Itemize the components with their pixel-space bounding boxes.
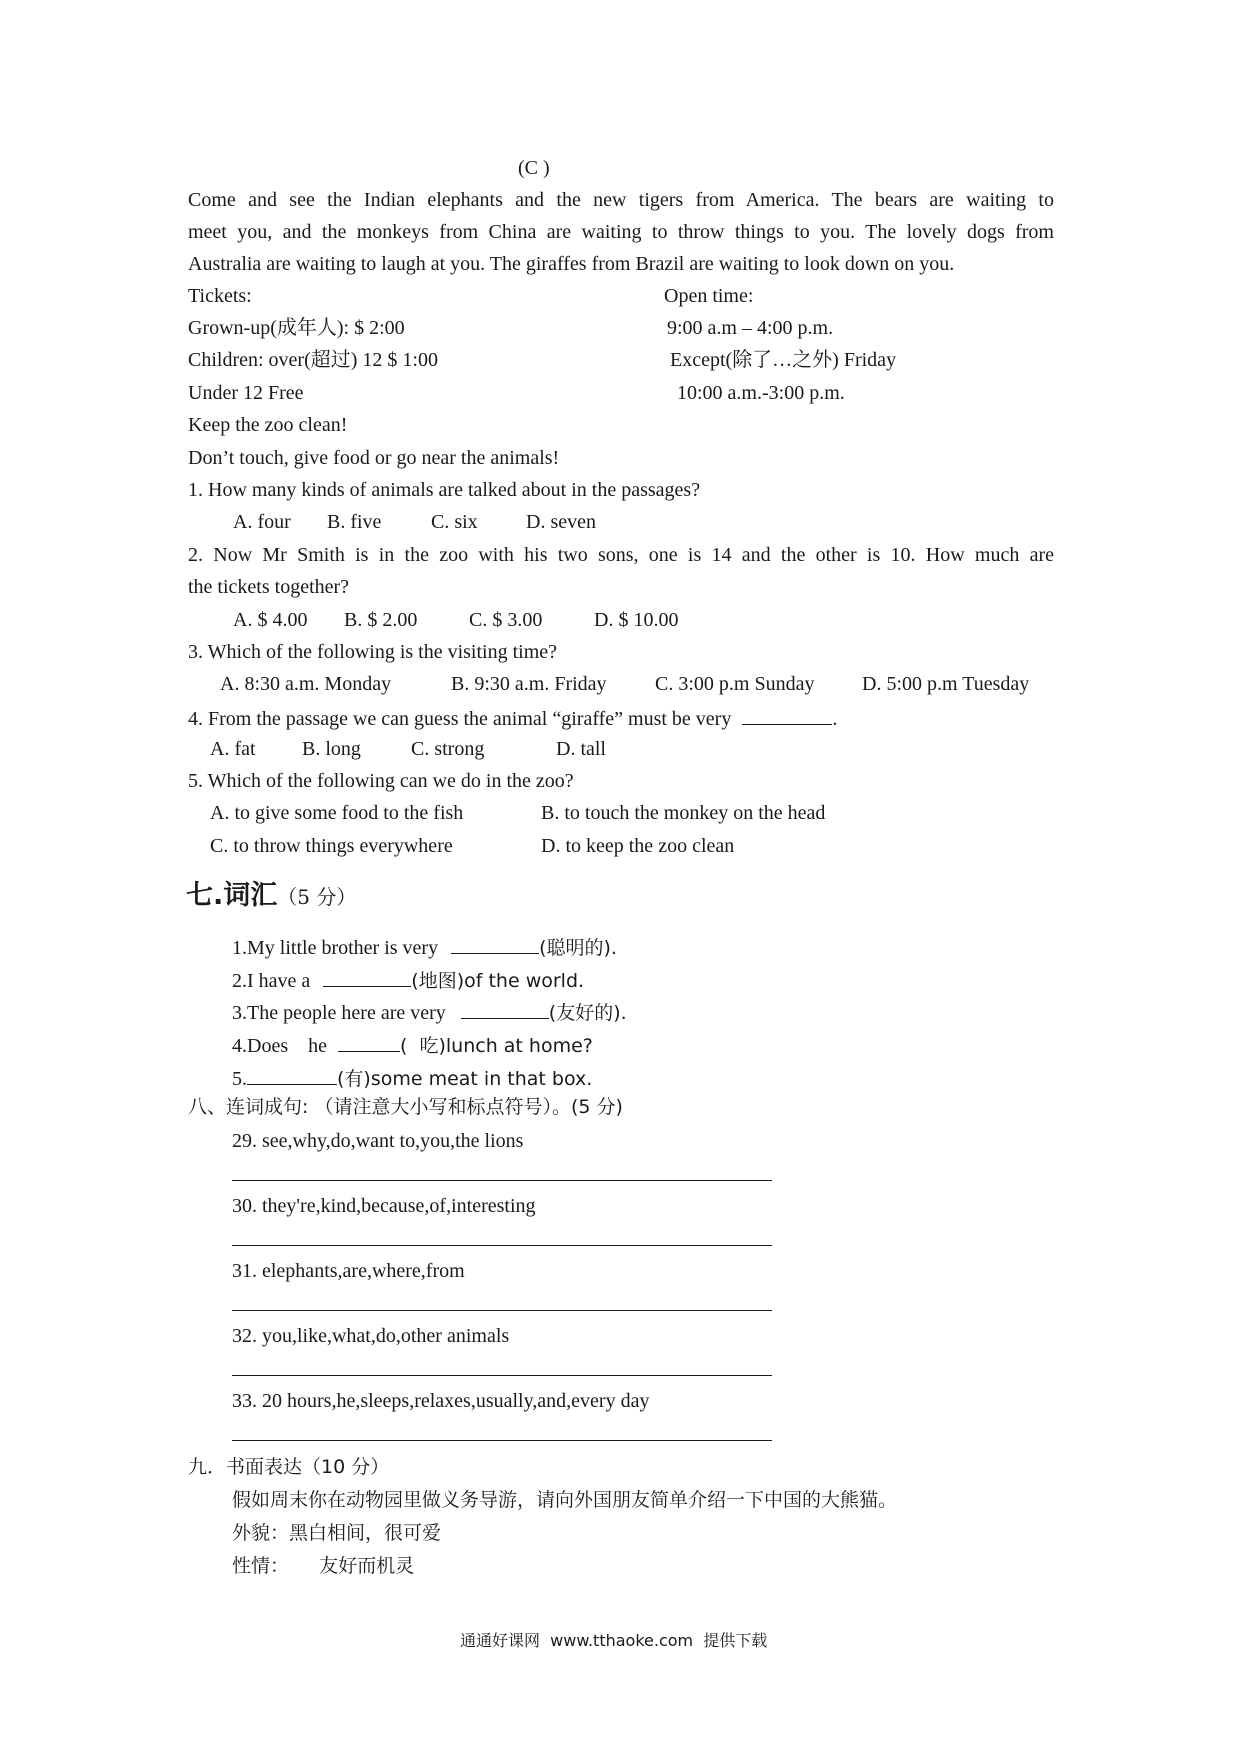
sentence-item: 29. see,why,do,want to,you,the lions bbox=[232, 1130, 524, 1152]
option: A. to give some food to the fish bbox=[210, 802, 464, 824]
sentence-item: 30. they're,kind,because,of,interesting bbox=[232, 1195, 536, 1217]
writing-hint: 外貌：黑白相间，很可爱 bbox=[232, 1522, 442, 1544]
option: B. 9:30 a.m. Friday bbox=[451, 673, 607, 695]
ticket-price: Grown-up(成年人): $ 2:00 bbox=[188, 317, 405, 339]
open-time: Except(除了…之外) Friday bbox=[670, 349, 897, 371]
open-time: 9:00 a.m – 4:00 p.m. bbox=[667, 317, 834, 339]
vocab-hint: ( 吃)lunch at home? bbox=[399, 1035, 593, 1057]
option: C. $ 3.00 bbox=[469, 609, 543, 631]
option: C. to throw things everywhere bbox=[210, 835, 453, 857]
answer-line bbox=[232, 1180, 772, 1181]
option: A. $ 4.00 bbox=[233, 609, 308, 631]
question-4 bbox=[188, 706, 837, 729]
section-8-heading: 八、连词成句: （请注意大小写和标点符号）。(5 分) bbox=[188, 1096, 623, 1118]
vocab-hint: (有)some meat in that box. bbox=[337, 1068, 593, 1090]
option: B. to touch the monkey on the head bbox=[541, 802, 826, 824]
answer-line bbox=[232, 1310, 772, 1311]
vocab-text: 3.The people here are very bbox=[232, 1002, 446, 1024]
vocab-text: 2.I have a bbox=[232, 970, 311, 992]
answer-blank bbox=[323, 968, 411, 987]
option: B. five bbox=[327, 511, 382, 533]
zoo-note: Don’t touch, give food or go near the animals! bbox=[188, 447, 560, 469]
option: D. tall bbox=[556, 738, 606, 760]
vocab-item bbox=[232, 1000, 627, 1023]
vocab-text: 4.Does he bbox=[232, 1035, 327, 1057]
answer-blank bbox=[451, 935, 539, 954]
section-7-heading bbox=[186, 882, 356, 909]
writing-hint: 性情： 友好而机灵 bbox=[232, 1555, 415, 1577]
writing-prompt: 假如周末你在动物园里做义务导游，请向外国朋友简单介绍一下中国的大熊猫。 bbox=[232, 1489, 898, 1511]
vocab-item bbox=[232, 968, 584, 991]
option: D. 5:00 p.m Tuesday bbox=[862, 673, 1030, 695]
question-4-text: 4. From the passage we can guess the animal “giraffe” must be very bbox=[188, 708, 732, 730]
question-3: 3. Which of the following is the visiting time? bbox=[188, 641, 558, 663]
ticket-price: Children: over(超过) 12 $ 1:00 bbox=[188, 349, 438, 371]
answer-blank bbox=[247, 1066, 337, 1085]
answer-blank bbox=[338, 1033, 400, 1052]
passage-line: meet you, and the monkeys from China are waiting to throw things to you. The lovely dogs from bbox=[188, 221, 1054, 243]
answer-blank bbox=[742, 706, 832, 725]
vocab-hint: (友好的). bbox=[548, 1002, 627, 1024]
answer-blank bbox=[461, 1000, 549, 1019]
vocab-item bbox=[232, 1033, 593, 1056]
vocab-hint: (聪明的). bbox=[539, 937, 617, 959]
vocab-text: 5. bbox=[232, 1068, 247, 1090]
sentence-item: 33. 20 hours,he,sleeps,relaxes,usually,and,every day bbox=[232, 1390, 650, 1412]
option: B. $ 2.00 bbox=[344, 609, 418, 631]
option: B. long bbox=[302, 738, 361, 760]
section-7-points: （5 分） bbox=[277, 885, 357, 909]
question-1: 1. How many kinds of animals are talked about in the passages? bbox=[188, 479, 701, 501]
ticket-price: Under 12 Free bbox=[188, 382, 304, 404]
section-7-title: 七.词汇 bbox=[186, 880, 278, 911]
option: C. 3:00 p.m Sunday bbox=[655, 673, 815, 695]
zoo-note: Keep the zoo clean! bbox=[188, 414, 348, 436]
section-c-title: (C ) bbox=[518, 157, 550, 179]
option: C. six bbox=[431, 511, 478, 533]
passage-line: Australia are waiting to laugh at you. The giraffes from Brazil are waiting to look down on you. bbox=[188, 253, 955, 275]
option: D. seven bbox=[526, 511, 596, 533]
answer-line bbox=[232, 1440, 772, 1441]
vocab-item bbox=[232, 1066, 592, 1089]
passage-line: Come and see the Indian elephants and the new tigers from America. The bears are waiting to bbox=[188, 189, 1054, 211]
option: C. strong bbox=[411, 738, 485, 760]
vocab-hint: (地图)of the world. bbox=[411, 970, 585, 992]
question-4-end: . bbox=[832, 708, 838, 730]
option: D. $ 10.00 bbox=[594, 609, 679, 631]
sentence-item: 31. elephants,are,where,from bbox=[232, 1260, 465, 1282]
tickets-label: Tickets: bbox=[188, 285, 252, 307]
section-9-heading: 九．书面表达（10 分） bbox=[188, 1456, 390, 1478]
sentence-item: 32. you,like,what,do,other animals bbox=[232, 1325, 510, 1347]
option: A. four bbox=[233, 511, 291, 533]
open-time-label: Open time: bbox=[664, 285, 754, 307]
option: A. fat bbox=[210, 738, 256, 760]
option: A. 8:30 a.m. Monday bbox=[220, 673, 392, 695]
vocab-text: 1.My little brother is very bbox=[232, 937, 439, 959]
question-2: 2. Now Mr Smith is in the zoo with his two sons, one is 14 and the other is 10. How much are bbox=[188, 544, 1054, 566]
option: D. to keep the zoo clean bbox=[541, 835, 735, 857]
open-time: 10:00 a.m.-3:00 p.m. bbox=[677, 382, 845, 404]
answer-line bbox=[232, 1375, 772, 1376]
answer-line bbox=[232, 1245, 772, 1246]
question-2-cont: the tickets together? bbox=[188, 576, 350, 598]
vocab-item bbox=[232, 935, 617, 958]
page-footer: 通通好课网 www.tthaoke.com 提供下载 bbox=[460, 1631, 768, 1650]
question-5: 5. Which of the following can we do in the zoo? bbox=[188, 770, 574, 792]
